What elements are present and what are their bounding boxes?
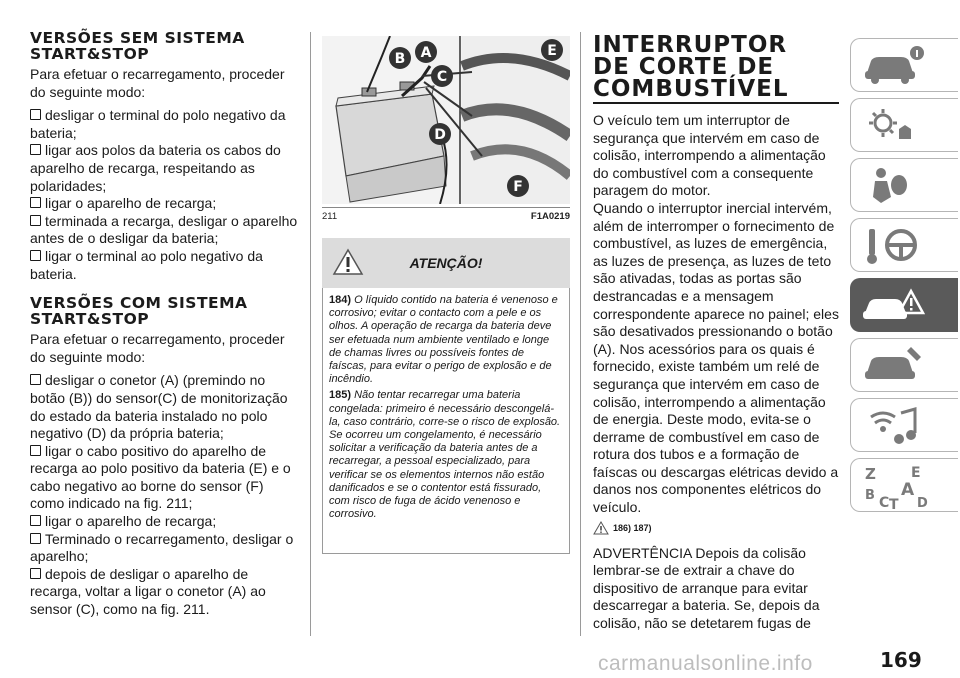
checkbox-bullet-icon [30, 568, 41, 579]
checkbox-bullet-icon [30, 144, 41, 155]
warning-text: O líquido contido na bateria é venenoso e corrosivo; evitar o contacto com a pele e os olhos. A operação de recarga da bateria deve ser efetuada num ambiente ventilado e longe de chamas livres ou possíveis fontes de faíscas, para evitar o perigo de explosão e de incêndio. [329, 294, 558, 386]
list-item-text: desligar o conetor (A) (premindo no botão (B)) do sensor(C) de monitorização do estado da bateria instalado no polo negativo (D) da própria bateria; [30, 372, 288, 442]
list-item [30, 142, 300, 195]
paragraph: ADVERTÊNCIA Depois da colisão lembrar-se de extrair a chave do dispositivo de arranque para evitar descarregar a bateria. Se, depois da colisão, não se detetarem fugas de [593, 544, 820, 632]
procedure-list-1 [30, 107, 300, 283]
paragraph: O veículo tem um interruptor de segurança que intervém em caso de colisão, interrompendo a alimentação do combustível com a consequente paragem do motor. [593, 112, 826, 199]
column-divider [310, 32, 311, 636]
callout-C [431, 65, 453, 87]
list-item-text: ligar o aparelho de recarga; [45, 195, 217, 212]
left-column [30, 30, 300, 619]
car-crash-warning-icon [861, 283, 925, 327]
airbag-person-icon [861, 163, 925, 207]
column-divider [580, 32, 581, 636]
index-letter: T [889, 497, 899, 511]
warning-title: ATENÇÃO! [409, 255, 483, 271]
paragraph: Quando o interruptor inercial intervém, além de interromper o fornecimento de combustível, as luzes de emergência, as luzes de presença, as luzes de teto são ativadas, todas as portas são destrancadas e a mensagem correspondente aparece no painel; eles são desativados pressionando o botão (A). Nos acessórios para os quais é fornecido, existe também um relé de segurança que intervém em caso de colisão, interrompendo a alimentação de energia. Deste modo, evita-se o derrame de combustível em caso de rotura dos tubos e a formação de faíscas ou descargas elétricas devido a danos nos componentes elétricos do veículo. [593, 199, 839, 516]
list-item-text: ligar o terminal ao polo negativo da bateria. [30, 247, 263, 282]
list-item-text: ligar o aparelho de recarga; [45, 513, 217, 530]
index-letter: E [911, 465, 921, 481]
fuel-cutoff-title [593, 34, 845, 100]
list-item-text: terminada a recarga, desligar o aparelho antes de o desligar da bateria; [30, 212, 298, 247]
figure-code: F1A0219 [530, 211, 570, 222]
callout-B [389, 47, 411, 69]
list-item [30, 195, 300, 213]
callout-letter: B [394, 51, 406, 67]
list-item-text: ligar aos polos da bateria os cabos do aparelho de recarga, respeitando as polaridades; [30, 142, 281, 194]
alphabetical-index-icon [861, 463, 931, 511]
tab-multimedia[interactable] [850, 398, 958, 452]
checkbox-bullet-icon [30, 215, 41, 226]
section-heading-start-stop [30, 295, 300, 327]
tab-dashboard-lights[interactable] [850, 98, 958, 152]
warning-item [329, 389, 563, 521]
title-line: DE CORTE DE [593, 54, 775, 80]
dashboard-lights-icon [861, 103, 925, 147]
watermark: carmanualsonline.info [598, 652, 813, 675]
list-item [30, 513, 300, 531]
middle-column [322, 36, 570, 222]
warning-text: Não tentar recarregar uma bateria congelada: primeiro é necessário descongelá-la, caso contrário, corre-se o risco de explosão. Se ocorreu um congelamento, é necessário solicitar a verificação da bateria antes de a recarregar, a pessoal especializado, para verificar se os elementos internos não estão danificados e se o contentor está fissurado, com risco de fuga de ácido venenoso e corrosivo. [329, 389, 561, 521]
list-item [30, 372, 300, 442]
warning-number: 184) [329, 294, 352, 306]
list-item-text: ligar o cabo positivo do aparelho de recarga ao polo positivo da bateria (E) e o cabo negativo ao borne do sensor (F) como indicado na fig. 211; [30, 442, 291, 512]
title-line: INTERRUPTOR [593, 32, 788, 58]
checkbox-bullet-icon [30, 515, 41, 526]
list-item [30, 566, 300, 619]
tab-maintenance[interactable] [850, 338, 958, 392]
callout-letter: F [513, 179, 523, 195]
procedure-list-2 [30, 372, 300, 618]
list-item [30, 248, 300, 283]
checkbox-bullet-icon [30, 250, 41, 261]
list-item-text: depois de desligar o aparelho de recarga, voltar a ligar o conetor (A) ao sensor (C), como na fig. 211. [30, 565, 266, 618]
reference-numbers: 186) 187) [613, 522, 652, 533]
list-item-text: Terminado o recarregamento, desligar o aparelho; [30, 530, 294, 565]
section-heading-no-start-stop [30, 30, 300, 62]
intro-text: Para efetuar o recarregamento, proceder do seguinte modo: [30, 331, 285, 365]
warning-number: 185) [329, 389, 352, 402]
list-item-text: desligar o terminal do polo negativo da bateria; [30, 107, 286, 141]
callout-F [507, 175, 529, 197]
intro-text: Para efetuar o recarregamento, proceder do seguinte modo: [30, 66, 285, 100]
warning-header [322, 238, 570, 288]
index-letter: D [917, 496, 928, 511]
tab-driving[interactable] [850, 218, 958, 272]
tab-emergency[interactable] [850, 278, 958, 332]
battery-diagram [322, 36, 570, 204]
title-underline [593, 102, 839, 104]
checkbox-bullet-icon [30, 533, 41, 544]
index-letter: A [901, 480, 915, 500]
list-item [30, 443, 300, 513]
car-service-icon [861, 343, 925, 387]
warning-item [329, 294, 563, 386]
title-line: COMBUSTÍVEL [593, 76, 789, 102]
callout-letter: E [547, 43, 557, 59]
heading-line: START&STOP [30, 45, 150, 63]
tab-index[interactable] [850, 458, 958, 512]
tab-safety[interactable] [850, 158, 958, 212]
callout-letter: A [420, 45, 432, 61]
callout-A [415, 41, 437, 63]
callout-E [541, 39, 563, 61]
list-item [30, 531, 300, 566]
heading-line: VERSÕES SEM SISTEMA [30, 29, 245, 47]
right-column [593, 34, 845, 633]
index-letter: B [865, 488, 875, 503]
warning-references [593, 521, 845, 535]
warning-triangle-icon [593, 521, 609, 535]
list-item [30, 213, 300, 248]
checkbox-bullet-icon [30, 445, 41, 456]
tab-car-info[interactable] [850, 38, 958, 92]
checkbox-bullet-icon [30, 109, 41, 120]
callout-letter: D [434, 127, 446, 143]
warning-box [322, 238, 570, 554]
callout-letter: C [436, 69, 448, 85]
heading-line: VERSÕES COM SISTEMA [30, 294, 248, 313]
car-info-icon [861, 43, 925, 87]
figure-caption-rule [322, 207, 570, 208]
list-item [30, 107, 300, 142]
key-steering-wheel-icon [861, 223, 925, 267]
callout-D [429, 123, 451, 145]
checkbox-bullet-icon [30, 374, 41, 385]
multimedia-icon [861, 403, 925, 447]
warning-body [322, 288, 570, 554]
figure-number: 211 [322, 211, 338, 222]
index-letter: Z [865, 465, 876, 483]
index-letter: C [879, 495, 890, 511]
heading-line: START&STOP [30, 310, 150, 329]
checkbox-bullet-icon [30, 197, 41, 208]
page-number: 169 [880, 648, 922, 672]
battery-charging-illustration [322, 36, 570, 222]
